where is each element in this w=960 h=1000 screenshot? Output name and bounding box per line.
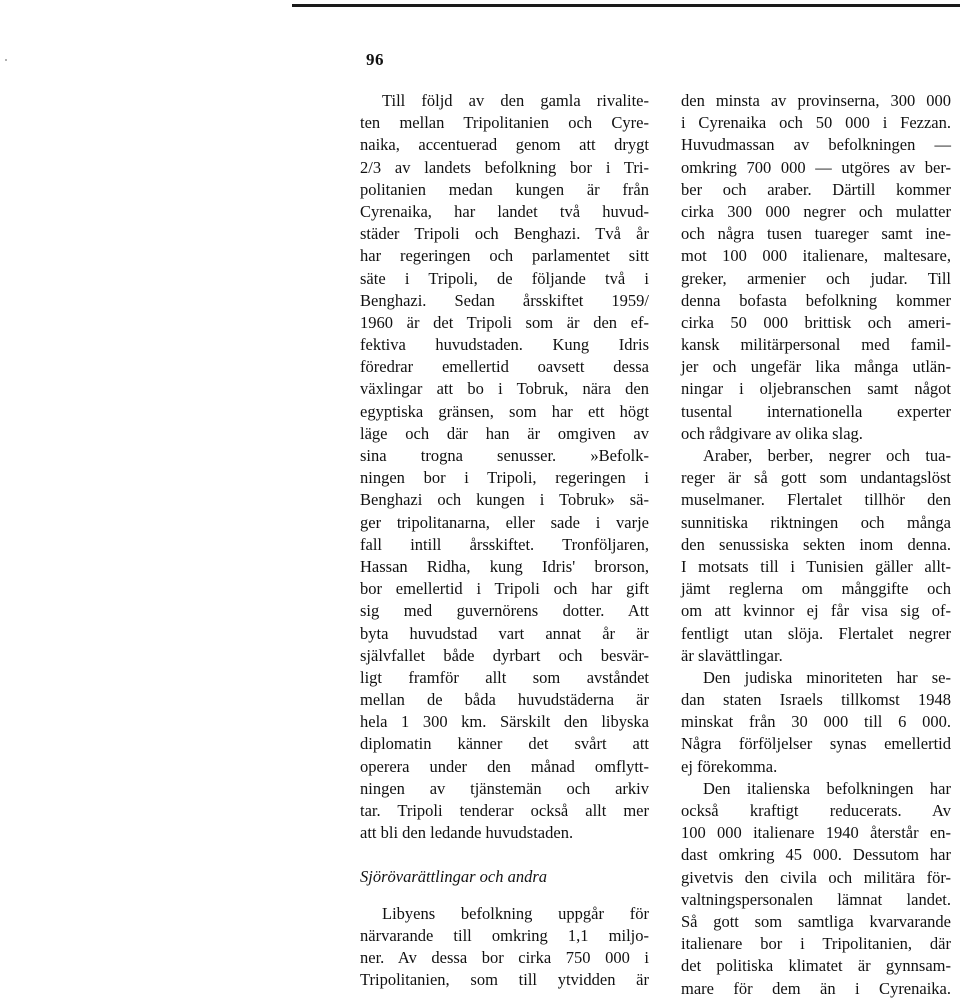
text-line: mare för dem än i Cyrenaika. (681, 978, 951, 998)
text-line: Tripolitanien, som till ytvidden är (360, 970, 649, 990)
left-column (360, 90, 649, 991)
top-rule (292, 4, 960, 7)
text-line: dast omkring 45 000. Dessutom har (681, 845, 951, 865)
text-line: och några tusen tuareger samt ine- (681, 224, 951, 244)
text-line: den senussiska sekten inom denna. (681, 534, 951, 554)
text-line: operera under den månad omflytt- (360, 756, 649, 776)
text-line: och rådgivare av olika slag. (681, 423, 863, 443)
text-line: fentligt utan slöja. Flertalet negrer (681, 623, 951, 643)
text-line: ligt framför allt som avståndet (360, 667, 649, 687)
left-paragraph-2 (360, 903, 649, 992)
text-line: ningar i oljebranschen samt något (681, 379, 951, 399)
text-line: ten mellan Tripolitanien och Cyre- (360, 113, 649, 133)
text-line: Den italienska befolkningen har (703, 778, 951, 798)
text-line: jer och ungefär lika många utlän- (681, 357, 951, 377)
text-line: mot 100 000 italienare, maltesare, (681, 246, 951, 266)
text-line: ningen av tjänstemän och arkiv (360, 778, 649, 798)
text-line: Några förföljelser synas emellertid (681, 734, 951, 754)
text-line: städer Tripoli och Benghazi. Två år (360, 224, 649, 244)
text-line: cirka 300 000 negrer och mulatter (681, 201, 951, 221)
text-line: cirka 50 000 brittisk och ameri- (681, 312, 951, 332)
text-line: politanien medan kungen är från (360, 179, 649, 199)
text-line: reger är så gott som undantagslöst (681, 468, 951, 488)
text-line: hela 1 300 km. Särskilt den libyska (360, 712, 649, 732)
text-line: kansk militärpersonal med famil- (681, 335, 951, 355)
right-paragraph-2 (681, 445, 951, 667)
text-line: fall intill årsskiftet. Tronföljaren, (360, 534, 649, 554)
text-line: italienare bor i Tripolitanien, där (681, 934, 951, 954)
text-line: Huvudmassan av befolkningen — (681, 135, 951, 155)
text-line: i Cyrenaika och 50 000 i Fezzan. (681, 113, 951, 133)
text-line: byta huvudstad vart annat år är (360, 623, 649, 643)
text-line: närvarande till omkring 1,1 miljo- (360, 925, 649, 945)
text-line: tar. Tripoli tenderar också allt mer (360, 801, 649, 820)
section-heading: Sjörövarättlingar och andra (360, 867, 548, 887)
scan-speck (5, 59, 7, 61)
text-line: växlingar att bo i Tobruk, nära den (360, 379, 649, 399)
text-line: sig med guvernörens dotter. Att (360, 601, 649, 621)
text-line: självfallet både dyrbart och besvär- (360, 645, 649, 665)
text-line: 1960 är det Tripoli som är den ef- (360, 312, 649, 332)
text-line: har regeringen och parlamentet sitt (360, 246, 649, 266)
text-line: 100 000 italienare 1940 återstår en- (681, 823, 951, 843)
text-line: 2/3 av landets befolkning bor i Tri- (360, 157, 649, 177)
text-line: dan staten Israels tillkomst 1948 (681, 690, 951, 710)
text-line: muselmaner. Flertalet tillhör den (681, 490, 951, 510)
text-line: tusental internationella experter (681, 401, 951, 421)
text-line: är slavättlingar. (681, 645, 783, 665)
text-line: denna bofasta befolkning kommer (681, 290, 951, 310)
text-line: ej förekomma. (681, 756, 778, 776)
text-line: Den judiska minoriteten har se- (703, 667, 951, 687)
right-paragraph-1 (681, 90, 951, 445)
text-line: ningen bor i Tripoli, regeringen i (360, 468, 649, 488)
text-line: Benghazi. Sedan årsskiftet 1959/ (360, 290, 649, 310)
text-line: minskat från 30 000 till 6 000. (681, 712, 951, 732)
right-paragraph-4 (681, 778, 951, 1000)
right-paragraph-3 (681, 667, 951, 778)
right-column (681, 90, 951, 1000)
text-line: om att kvinnor ej får visa sig of- (681, 601, 951, 621)
text-line: Benghazi och kungen i Tobruk» sä- (360, 490, 649, 510)
text-line: Hassan Ridha, kung Idris' brorson, (360, 556, 649, 576)
text-line: Så gott som samtliga kvarvarande (681, 911, 951, 931)
text-line: diplomatin känner det svårt att (360, 734, 649, 754)
text-line: Till följd av den gamla rivalite- (382, 91, 649, 110)
text-line: den minsta av provinserna, 300 000 (681, 91, 951, 110)
text-line: I motsats till i Tunisien gäller allt- (681, 556, 951, 576)
text-line: Libyens befolkning uppgår för (382, 903, 649, 923)
text-line: ner. Av dessa bor cirka 750 000 i (360, 947, 649, 967)
text-line: säte i Tripoli, de följande två i (360, 268, 649, 288)
text-line: sina trogna senusser. »Befolk- (360, 446, 649, 465)
text-line: ber och araber. Därtill kommer (681, 179, 951, 199)
text-line: valtningspersonalen lämnat landet. (681, 889, 951, 909)
text-line: läge och där han är omgiven av (360, 423, 649, 443)
text-line: Cyrenaika, har landet två huvud- (360, 201, 649, 221)
text-line: fektiva huvudstaden. Kung Idris (360, 335, 649, 355)
text-line: Araber, berber, negrer och tua- (703, 446, 951, 465)
text-line: omkring 700 000 — utgöres av ber- (681, 157, 951, 177)
text-line: att bli den ledande huvudstaden. (360, 823, 574, 843)
text-line: också kraftigt reducerats. Av (681, 801, 951, 820)
text-line: sunnitiska riktningen och många (681, 512, 951, 532)
text-line: det politiska klimatet är gynnsam- (681, 956, 951, 976)
text-line: greker, armenier och judar. Till (681, 268, 951, 288)
text-line: ger tripolitanarna, eller sade i varje (360, 512, 649, 532)
text-line: egyptiska gränsen, som har ett högt (360, 401, 649, 421)
page-number: 96 (366, 50, 384, 69)
text-line: jämt reglerna om månggifte och (681, 579, 951, 599)
text-line: bor emellertid i Tripoli och har gift (360, 579, 649, 599)
text-line: mellan de båda huvudstäderna är (360, 690, 649, 710)
text-line: givetvis den civila och militära för- (681, 867, 951, 887)
left-paragraph-1 (360, 90, 649, 844)
text-line: naika, accentuerad genom att drygt (360, 135, 649, 155)
text-line: föredrar emellertid oavsett dessa (360, 357, 649, 377)
